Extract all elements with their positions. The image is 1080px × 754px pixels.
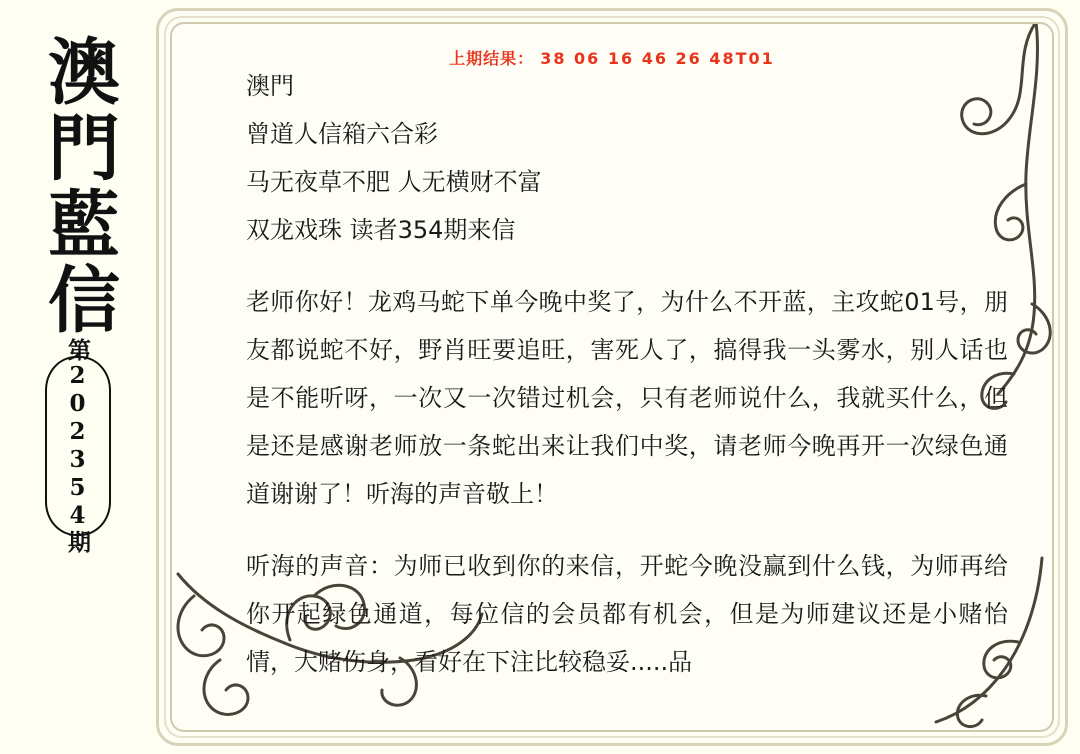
- body-paragraph-1: 老师你好！龙鸡马蛇下单今晚中奖了，为什么不开蓝，主攻蛇01号，朋友都说蛇不好，野肖旺要追旺，害死人了，搞得我一头雾水，别人话也是不能听呀，一次又一次错过机会，只有老师说什么，我就买什么，但是还是感谢老师放一条蛇出来让我们中奖，请老师今晚再开一次绿色通道谢谢了！听海的声音敬上！: [246, 288, 1008, 508]
- page-title: 澳門藍信: [35, 34, 121, 338]
- article-body: [246, 62, 1008, 710]
- previous-result-numbers: 38 06 16 46 26 48T01: [540, 49, 775, 68]
- previous-result-label: 上期结果：: [449, 49, 535, 68]
- body-line-3: 马无夜草不肥 人无横财不富: [246, 168, 542, 196]
- body-line-2: 曾道人信箱六合彩: [246, 120, 438, 148]
- body-paragraph-2: 听海的声音：为师已收到你的来信，开蛇今晚没赢到什么钱，为师再给你开起绿色通道，每位信的会员都有机会，但是为师建议还是小赌怡情，大赌伤身，看好在下注比较稳妥.....品: [246, 552, 1008, 676]
- issue-badge: [45, 338, 111, 554]
- content-card: [156, 8, 1068, 746]
- left-title-column: [0, 0, 155, 754]
- content-card-middle-border: [164, 16, 1060, 738]
- body-line-4: 双龙戏珠 读者354期来信: [246, 216, 516, 244]
- body-line-1: 澳門: [246, 72, 294, 100]
- content-card-inner: [170, 22, 1054, 732]
- issue-badge-label: 第202354期: [64, 338, 91, 554]
